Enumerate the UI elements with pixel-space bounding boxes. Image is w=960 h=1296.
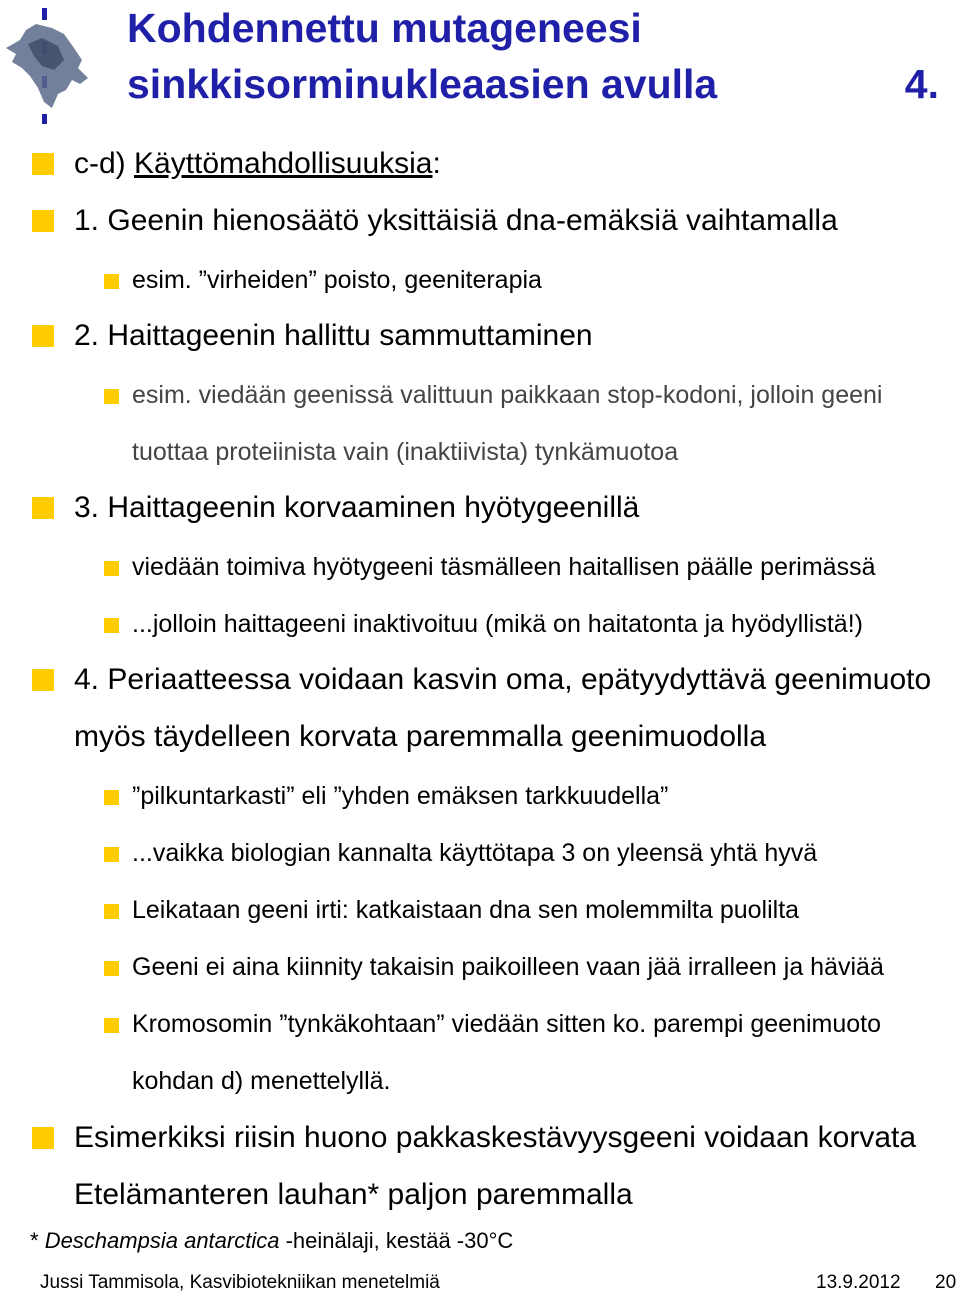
bullet-text: 1. Geenin hienosäätö yksittäisiä dna-emäksiä vaihtamalla	[74, 204, 838, 237]
slide-title	[127, 0, 947, 112]
bullet-suffix: :	[432, 147, 441, 180]
sub-bullet-text: ...jolloin haittageeni inaktivoituu (mikä on haitatonta ja hyödyllistä!)	[132, 610, 863, 638]
title-line-1: Kohdennettu mutageneesi	[127, 5, 642, 51]
bullet-icon	[32, 669, 54, 691]
link-kayttomahdollisuuksia[interactable]: Käyttömahdollisuuksia	[134, 147, 433, 180]
footnote-star: *	[30, 1228, 45, 1253]
sub-bullet-text: ”pilkuntarkasti” eli ”yhden emäksen tarkkuudella”	[132, 782, 669, 810]
sub-bullet-text: Geeni ei aina kiinnity takaisin paikoilleen vaan jää irralleen ja häviää	[132, 953, 884, 981]
bullet-text-continued: Etelämanteren lauhan* paljon paremmalla	[74, 1178, 633, 1211]
bullet-text: 3. Haittageenin korvaaminen hyötygeenillä	[74, 491, 640, 524]
sub-bullet-icon	[104, 790, 119, 805]
sub-bullet-text-continued: kohdan d) menettelyllä.	[132, 1067, 391, 1095]
sub-bullet-icon	[104, 904, 119, 919]
sub-bullet-icon	[104, 389, 119, 404]
bullet-text: Esimerkiksi riisin huono pakkaskestävyysgeeni voidaan korvata	[74, 1121, 917, 1154]
footer-page-number: 20	[935, 1272, 957, 1293]
sub-bullet-text: viedään toimiva hyötygeeni täsmälleen haitallisen päälle perimässä	[132, 553, 876, 581]
bullet-text: 2. Haittageenin hallittu sammuttaminen	[74, 319, 593, 352]
sub-bullet-icon	[104, 1018, 119, 1033]
footer-date: 13.9.2012	[816, 1272, 901, 1293]
footnote-text: -heinälaji, kestää -30°C	[279, 1228, 514, 1253]
sub-bullet-text: ...vaikka biologian kannalta käyttötapa 3 on yleensä yhtä hyvä	[132, 839, 818, 867]
bullet-icon	[32, 210, 54, 232]
footnote-species: Deschampsia antarctica	[44, 1228, 280, 1253]
bullet-icon	[32, 497, 54, 519]
sub-bullet-text: esim. ”virheiden” poisto, geeniterapia	[132, 266, 542, 294]
sub-bullet-text: esim. viedään geenissä valittuun paikkaan stop-kodoni, jolloin geeni	[132, 381, 883, 409]
bullet-icon	[32, 153, 54, 175]
bullet-prefix: c-d)	[74, 147, 134, 180]
bullet-icon	[32, 325, 54, 347]
sub-bullet-icon	[104, 561, 119, 576]
title-number: 4.	[904, 61, 939, 107]
sub-bullet-icon	[104, 961, 119, 976]
bullet-heading	[74, 144, 441, 184]
sub-bullet-text: Leikataan geeni irti: katkaistaan dna sen molemmilta puolilta	[132, 896, 800, 924]
sub-bullet-icon	[104, 274, 119, 289]
footer-author: Jussi Tammisola, Kasvibiotekniikan menetelmiä	[40, 1272, 440, 1293]
footnote	[30, 1226, 513, 1256]
bullet-icon	[32, 1127, 54, 1149]
bullet-text: 4. Periaatteessa voidaan kasvin oma, epätyydyttävä geenimuoto	[74, 663, 932, 696]
sub-bullet-icon	[104, 847, 119, 862]
title-line-2: sinkkisorminukleaasien avulla	[127, 61, 718, 107]
sub-bullet-text: Kromosomin ”tynkäkohtaan” viedään sitten ko. parempi geenimuoto	[132, 1010, 882, 1038]
bullet-text-continued: myös täydelleen korvata paremmalla geenimuodolla	[74, 720, 767, 753]
university-logo-icon	[2, 4, 92, 124]
sub-bullet-text-continued: tuottaa proteiinista vain (inaktiivista) tynkämuotoa	[132, 438, 679, 466]
sub-bullet-icon	[104, 618, 119, 633]
